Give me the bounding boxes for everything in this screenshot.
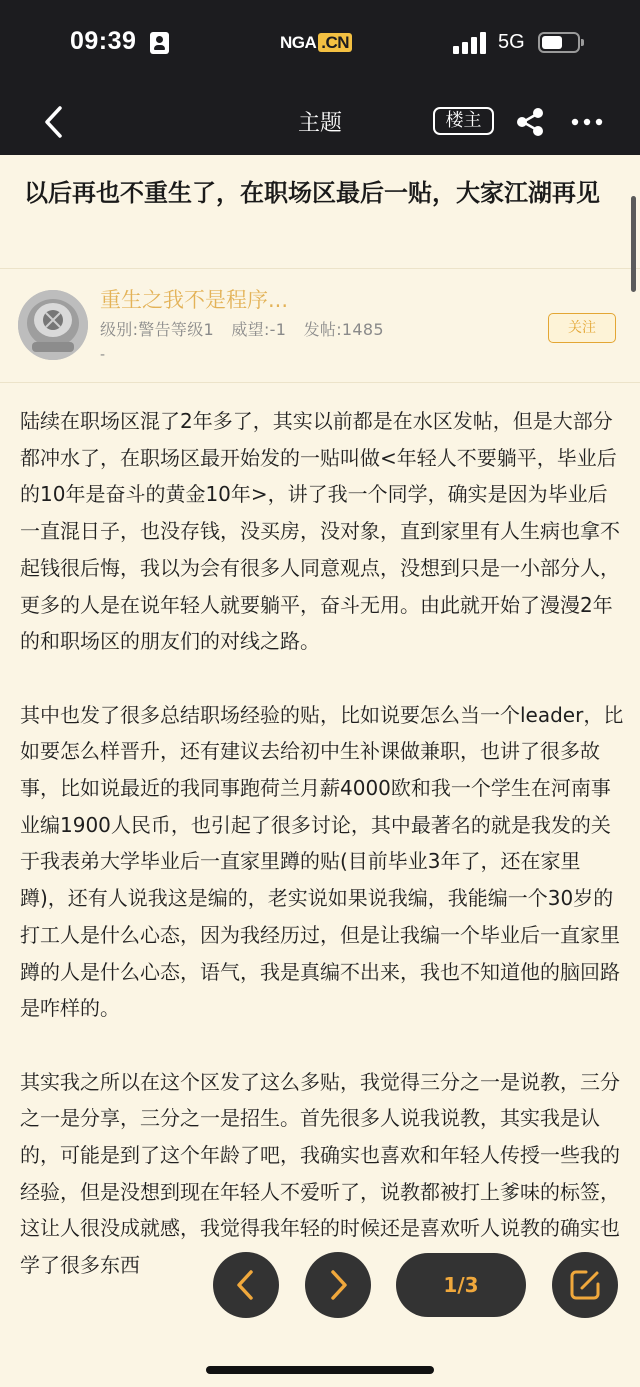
page-indicator[interactable]: 1/3: [396, 1253, 526, 1317]
share-icon[interactable]: [514, 106, 546, 138]
carrier-logo: [280, 33, 352, 53]
edit-icon: [552, 1252, 618, 1318]
status-bar: [0, 0, 640, 88]
signal-icon: [453, 32, 489, 54]
post-paragraph: 其实我之所以在这个区发了这么多贴，我觉得三分之一是说教，三分之一是分享，三分之一是招生。首先很多人说我说教，其实我是认的，可能是到了这个年龄了吧，我确实也喜欢和年轻人传授一些我的经验，但是没想到现在年轻人不爱听了，说教都被打上爹味的标签，这让人很没成就感，我觉得我年轻的时候还是喜欢听人说教的确实也学了很多东西: [20, 1069, 620, 1278]
id-card-icon: [150, 32, 169, 54]
battery-level: [542, 36, 562, 49]
title-divider: [0, 268, 640, 269]
topic-title: 以后再也不重生了，在职场区最后一贴，大家江湖再见: [24, 179, 600, 207]
owner-only-button[interactable]: 楼主: [433, 107, 494, 135]
prev-page-button[interactable]: [213, 1252, 279, 1318]
author-reputation: 威望:-1: [231, 320, 287, 339]
chevron-left-icon: [213, 1252, 279, 1318]
carrier-suffix: .CN: [318, 33, 352, 52]
nav-bar: [0, 88, 640, 155]
carrier-main: NGA: [280, 33, 317, 52]
author-divider: [0, 382, 640, 383]
post-body: [20, 403, 624, 1284]
author-level: 级别:警告等级1: [100, 320, 214, 339]
chevron-right-icon: [305, 1252, 371, 1318]
next-page-button[interactable]: [305, 1252, 371, 1318]
battery-icon: [538, 32, 580, 53]
network-type: 5G: [498, 31, 525, 53]
avatar[interactable]: [18, 290, 88, 360]
post-paragraph: 其中也发了很多总结职场经验的贴，比如说要怎么当一个leader，比如要怎么样晋升，还有建议去给初中生补课做兼职，也讲了很多故事，比如说最近的我同事跑荷兰月薪4000欧和我一个学生在河南事业编1900人民币，也引起了很多讨论，其中最著名的就是我发的关于我表弟大学毕业后一直家里蹲的贴(目前毕业3年了，还在家里蹲)，还有人说我这是编的，老实说如果说我编，我能编一个30岁的打工人是什么心态，因为我经历过，但是让我编一个毕业后一直家里蹲的人是什么心态，语气，我是真编不出来，我也不知道他的脑回路是咋样的。: [20, 702, 624, 1021]
reply-button[interactable]: [552, 1252, 618, 1318]
post-paragraph: 陆续在职场区混了2年多了，其实以前都是在水区发帖，但是大部分都冲水了，在职场区最开始发的一贴叫做<年轻人不要躺平，毕业后的10年是奋斗的黄金10年>，讲了我一个同学，确实是因为毕业后一直混日子，也没存钱，没买房，没对象，直到家里有人生病也拿不起钱很后悔，我以为会有很多人同意观点，没想到只是一小部分人，更多的人是在说年轻人就要躺平，奋斗无用。由此就开始了漫漫2年的和职场区的朋友们的对线之路。: [20, 409, 620, 654]
nav-title: 主题: [297, 111, 342, 136]
status-time: 09:39: [70, 27, 137, 55]
more-icon[interactable]: [570, 106, 604, 138]
home-indicator[interactable]: [206, 1366, 434, 1374]
author-name[interactable]: 重生之我不是程序...: [100, 288, 289, 312]
author-meta: [100, 317, 396, 340]
follow-button[interactable]: 关注: [548, 313, 616, 343]
scrollbar[interactable]: [631, 196, 636, 292]
author-posts: 发帖:1485: [303, 320, 384, 339]
author-signature: -: [100, 347, 106, 363]
